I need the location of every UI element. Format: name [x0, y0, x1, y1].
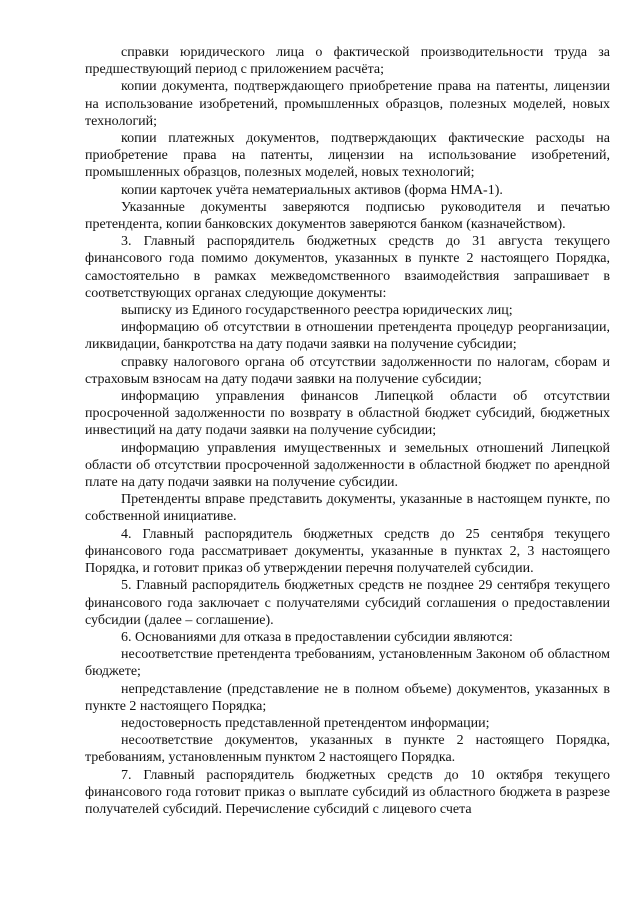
paragraph-6: 3. Главный распорядитель бюджетных средств до 31 августа текущего финансового года помимо документов, указанных в пункте 2 настоящего Порядка, самостоятельно в рамках межведомственного взаимодействия запрашивает в соответствующих органах следующие документы: [85, 234, 610, 301]
paragraph-11: информацию управления имущественных и земельных отношений Липецкой области об отсутствии просроченной задолженности в областной бюджет по арендной плате на дату подачи заявки на получение субсидии. [85, 440, 610, 491]
paragraph-19: несоответствие документов, указанных в пункте 2 настоящего Порядка, требованиям, установленным пунктом 2 настоящего Порядка. [85, 733, 610, 766]
paragraph-18: недостоверность представленной претендентом информации; [121, 715, 490, 731]
paragraph-5: Указанные документы заверяются подписью руководителя и печатью претендента, копии банковских документов заверяются банком (казначейством). [85, 199, 610, 233]
paragraph-9: справку налогового органа об отсутствии задолженности по налогам, сборам и страховым взносам на дату подачи заявки на получение субсидии; [85, 354, 610, 387]
paragraph-4: копии карточек учёта нематериальных активов (форма НМА-1). [121, 182, 503, 198]
paragraph-17: непредставление (представление не в полном объеме) документов, указанных в пункте 2 настоящего Порядка; [85, 681, 610, 714]
paragraph-7: выписку из Единого государственного реестра юридических лиц; [121, 303, 513, 319]
paragraph-13: 4. Главный распорядитель бюджетных средств до 25 сентября текущего финансового года рассматривает документы, указанные в пунктах 2, 3 настоящего Порядка, и готовит приказ об утверждении перечня получателей субсидии. [85, 526, 610, 577]
paragraph-2: копии документа, подтверждающего приобретение права на патенты, лицензии на использование изобретений, промышленных образцов, полезных моделей, новых технологий; [85, 79, 610, 129]
paragraph-3: копии платежных документов, подтверждающих фактические расходы на приобретение права на патенты, лицензии на использование изобретений, промышленных образцов, полезных моделей, новых технологий; [85, 131, 610, 181]
paragraph-8: информацию об отсутствии в отношении претендента процедур реорганизации, ликвидации, банкротства на дату подачи заявки на получение субсидии; [85, 320, 610, 353]
paragraph-14: 5. Главный распорядитель бюджетных средств не позднее 29 сентября текущего финансового года заключает с получателями субсидий соглашения о предоставлении субсидии (далее – соглашение). [85, 578, 610, 628]
paragraph-1: справки юридического лица о фактической производительности труда за предшествующий период с приложением расчёта; [85, 45, 610, 78]
paragraph-15: 6. Основаниями для отказа в предоставлении субсидии являются: [121, 629, 513, 645]
paragraph-16: несоответствие претендента требованиям, установленным Законом об областном бюджете; [85, 647, 610, 680]
paragraph-20: 7. Главный распорядитель бюджетных средств до 10 октября текущего финансового года готовит приказ о выплате субсидий из областного бюджета в разрезе получателей субсидий. Перечисление субсидий с лицевого счета [85, 767, 610, 817]
paragraph-12: Претенденты вправе представить документы, указанные в настоящем пункте, по собственной инициативе. [85, 492, 610, 525]
paragraph-10: информацию управления финансов Липецкой области об отсутствии просроченной задолженности по возврату в областной бюджет субсидий, бюджетных инвестиций на дату подачи заявки на получение субсидии; [85, 389, 610, 439]
